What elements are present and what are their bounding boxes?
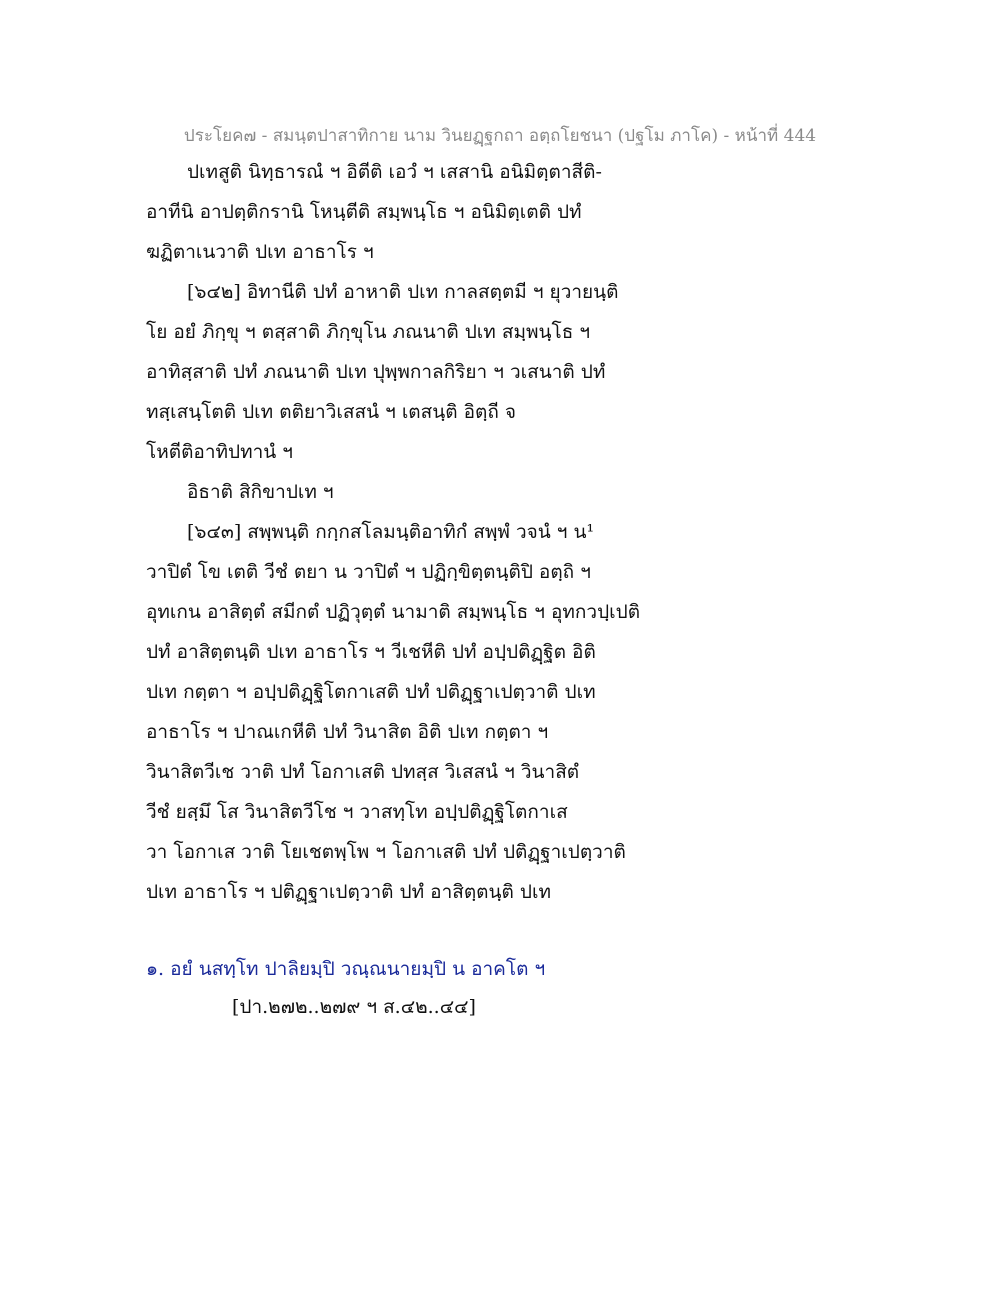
body-line: วินาสิตวีเช วาติ ปทํ โอกาเสติ ปทสฺส วิเสสนํ ฯ วินาสิตํ xyxy=(146,761,580,783)
body-line: อาทีนิ อาปตฺติกรานิ โหนฺตีติ สมฺพนฺโธ ฯ อนิมิตฺเตติ ปทํ xyxy=(146,201,582,223)
body-line: โย อยํ ภิกฺขุ ฯ ตสฺสาติ ภิกฺขุโน ภณนาติ ปเท สมฺพนฺโธ ฯ xyxy=(146,321,591,343)
body-line: อาธาโร ฯ ปาณเกหีติ ปทํ วินาสิต อิติ ปเท กตฺตา ฯ xyxy=(146,721,549,743)
page-header: ประโยค๗ - สมนฺตปาสาทิกาย นาม วินยฏฺฐกถา อตฺถโยชนา (ปฐโม ภาโค) - หน้าที่ 444 xyxy=(183,126,817,146)
body-line: วาปิตํ โข เตติ วีชํ ตยา น วาปิตํ ฯ ปฏิกฺขิตฺตนฺติปิ อตฺถิ ฯ xyxy=(146,561,591,583)
body-line: โหตีติอาทิปทานํ ฯ xyxy=(146,441,293,463)
body-line: ทสฺเสนฺโตติ ปเท ตติยาวิเสสนํ ฯ เตสนฺติ อิตฺถี จ xyxy=(146,401,517,423)
body-line: อุทเกน อาสิตฺตํ สมีกตํ ปฏิวุตฺตํ นามาติ สมฺพนฺโธ ฯ อุทกวปฺเปติ xyxy=(146,601,641,623)
body-line: ฆฏิตาเนวาติ ปเท อาธาโร ฯ xyxy=(146,241,374,263)
page-reference: [ปา.๒๗๒..๒๗๙ ฯ ส.๔๒..๔๔] xyxy=(232,996,476,1018)
body-line: วา โอกาเส วาติ โยเชตพฺโพ ฯ โอกาเสติ ปทํ ปติฏฺฐาเปตฺวาติ xyxy=(146,841,626,863)
body-line: [๖๔๒] อิทานีติ ปทํ อาหาติ ปเท กาลสตฺตมี ฯ ยุวายนฺติ xyxy=(187,281,619,303)
body-line: อาทิสฺสาติ ปทํ ภณนาติ ปเท ปุพฺพกาลกิริยา ฯ วเสนาติ ปทํ xyxy=(146,361,606,383)
body-line: วีชํ ยสฺมึ โส วินาสิตวีโช ฯ วาสทฺโท อปฺปติฏฺฐิโตกาเส xyxy=(146,801,568,823)
footnote: ๑. อยํ นสทฺโท ปาลิยมฺปิ วณฺณนายมฺปิ น อาคโต ฯ xyxy=(146,958,546,980)
body-line: อิธาติ สิกิขาปเท ฯ xyxy=(187,481,334,503)
body-line: [๖๔๓] สพฺพนฺติ กกฺกสโลมนฺติอาทิกํ สพฺพํ วจนํ ฯ น¹ xyxy=(187,521,595,543)
body-line: ปเท อาธาโร ฯ ปติฏฺฐาเปตฺวาติ ปทํ อาสิตฺตนฺติ ปเท xyxy=(146,881,551,903)
body-line: ปเท กตฺตา ฯ อปฺปติฏฺฐิโตกาเสติ ปทํ ปติฏฺฐาเปตฺวาติ ปเท xyxy=(146,681,596,703)
body-line: ปทํ อาสิตฺตนฺติ ปเท อาธาโร ฯ วีเชหีติ ปทํ อปฺปติฏฺฐิต อิติ xyxy=(146,641,596,663)
body-line: ปเทสูติ นิทฺธารณํ ฯ อิตีติ เอวํ ฯ เสสานิ อนิมิตฺตาสีติ- xyxy=(187,161,602,183)
